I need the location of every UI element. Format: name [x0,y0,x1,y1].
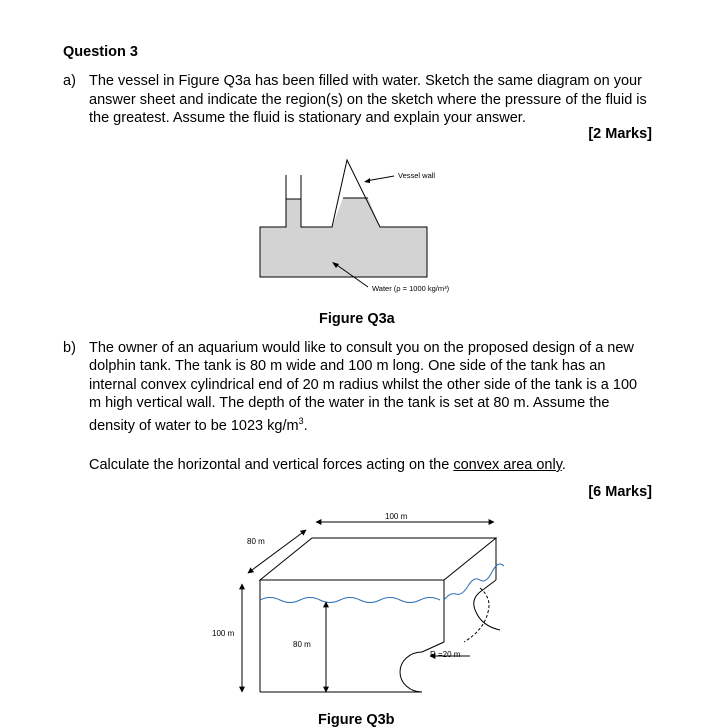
figure-q3a [0,0,714,330]
part-a-label: a) [63,73,76,89]
vessel-wall-pointer [366,176,394,181]
part-b-marks: [6 Marks] [588,484,652,500]
depth-label: 80 m [293,640,311,649]
part-b-line-5 [89,412,308,435]
water-surface-side [444,564,504,600]
question-title: Question 3 [63,44,138,60]
radius-label: R =20 m [430,650,461,659]
water-surface-front [260,598,440,603]
width-label: 80 m [247,537,265,546]
part-b-line-1: The owner of an aquarium would like to consult you on the proposed design of a new [89,340,634,356]
height-label: 100 m [212,629,235,638]
part-a-marks: [2 Marks] [588,126,652,142]
part-a-line-2: answer sheet and indicate the region(s) on the sketch where the pressure of the fluid is [89,92,647,108]
vessel-wall-label: Vessel wall [398,171,436,180]
density-period: . [303,418,308,435]
tank-outline [260,538,500,692]
instruction-underlined: convex area only [453,457,562,473]
part-b-label: b) [63,340,76,356]
instruction-period: . [561,457,566,473]
figure-q3b-caption: Figure Q3b [318,712,395,728]
part-b-line-3: internal convex cylindrical end of 20 m radius whilst the other side of the tank is a 100 [89,376,638,393]
length-label: 100 m [385,512,408,521]
part-b-instruction [89,457,566,473]
part-a-line-1: The vessel in Figure Q3a has been filled with water. Sketch the same diagram on your [89,73,642,89]
density-exponent: 3 [298,416,304,427]
vessel-wall-arrowhead [364,178,370,183]
part-b-line-4: m high vertical wall. The depth of the water in the tank is set at 80 m. Assume the [89,394,610,411]
instruction-text: Calculate the horizontal and vertical forces acting on the [89,457,454,473]
water-region [260,198,427,277]
density-text: density of water to be 1023 kg/m [89,418,299,435]
water-label: Water (ρ = 1000 kg/m³) [372,284,450,293]
part-b-line-2: dolphin tank. The tank is 80 m wide and 100 m long. One side of the tank has an [89,358,606,375]
figure-q3a-caption: Figure Q3a [319,311,395,327]
figure-q3b [0,500,714,728]
part-a-line-3: the greatest. Assume the fluid is stationary and explain your answer. [89,110,526,126]
